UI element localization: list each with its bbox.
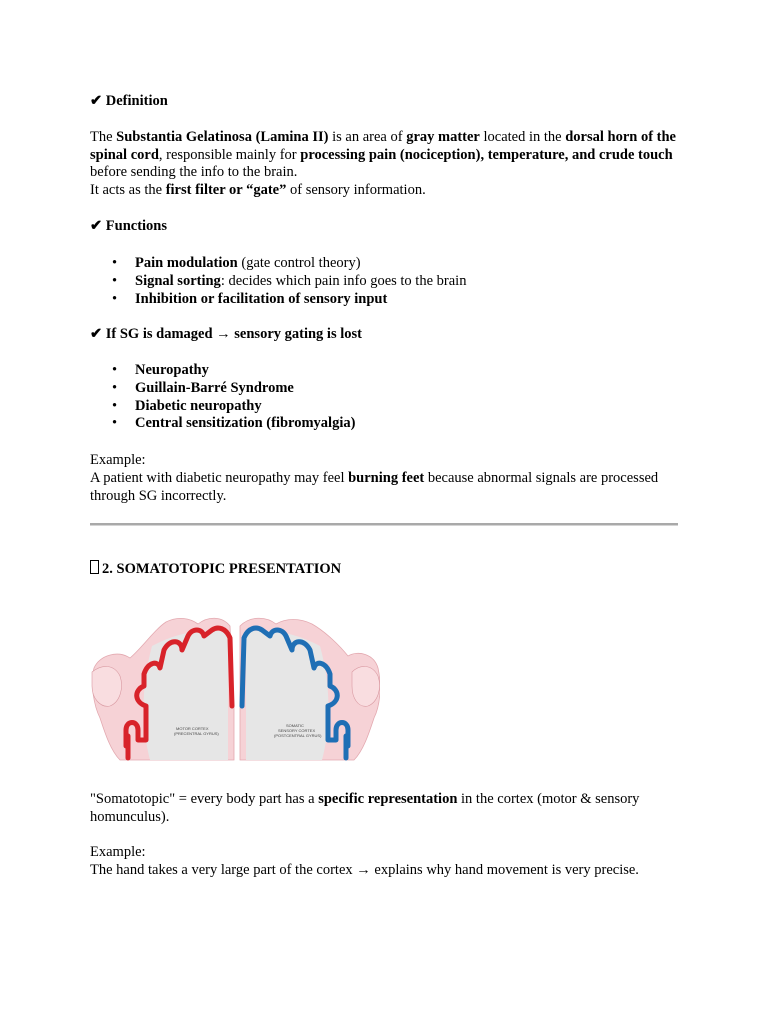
sensory-label-line-3: (POSTCENTRAL GYRUS) (274, 733, 322, 738)
definition-paragraph: The Substantia Gelatinosa (Lamina II) is an area of gray matter located in the dorsal horn of the spinal cord, responsible mainly for processing pain (nociception), temperature, and crude touch before sending the info to the brain. (90, 129, 676, 181)
motor-face-icon (92, 666, 122, 706)
somatotopic-paragraph: "Somatotopic" = every body part has a specific representation in the cortex (motor & sensory homunculus). (90, 791, 640, 825)
motor-label-line-1: MOTOR CORTEX (176, 726, 209, 731)
damage-heading: ✔ If SG is damaged → sensory gating is lost (90, 326, 362, 342)
missing-glyph-icon (90, 560, 99, 574)
functions-heading: ✔ Functions (90, 218, 168, 234)
functions-list (90, 255, 680, 308)
list-item: • Neuropathy (90, 362, 680, 380)
homunculus-illustration (90, 610, 380, 774)
example-label: Example: (90, 452, 146, 468)
list-item: • Inhibition or facilitation of sensory input (90, 291, 680, 309)
example2-text: The hand takes a very large part of the cortex → explains why hand movement is very precise. (90, 862, 639, 878)
definition-heading: ✔ Definition (90, 93, 168, 109)
horizontal-divider (90, 523, 678, 526)
sensory-label-line-2: SENSORY CORTEX (278, 728, 316, 733)
list-item: • Pain modulation (gate control theory) (90, 255, 680, 273)
section-title: 2. SOMATOTOPIC PRESENTATION (90, 560, 680, 579)
example-text: A patient with diabetic neuropathy may feel burning feet because abnormal signals are processed through SG incorrectly. (90, 470, 659, 504)
gate-paragraph: It acts as the first filter or “gate” of sensory information. (90, 182, 426, 198)
list-item: • Diabetic neuropathy (90, 398, 680, 416)
list-item: • Central sensitization (fibromyalgia) (90, 415, 680, 433)
sensory-face-icon (352, 666, 380, 706)
homunculus-figure (90, 610, 380, 774)
sensory-cortex-block (246, 631, 329, 760)
damage-list (90, 362, 680, 433)
sensory-label-line-1: SOMATIC (286, 723, 304, 728)
motor-label-line-2: (PRECENTRAL GYRUS) (174, 731, 219, 736)
list-item: • Guillain-Barré Syndrome (90, 380, 680, 398)
list-item: • Signal sorting: decides which pain info goes to the brain (90, 273, 680, 291)
motor-cortex-block (144, 631, 229, 760)
example2-label: Example: (90, 844, 146, 860)
